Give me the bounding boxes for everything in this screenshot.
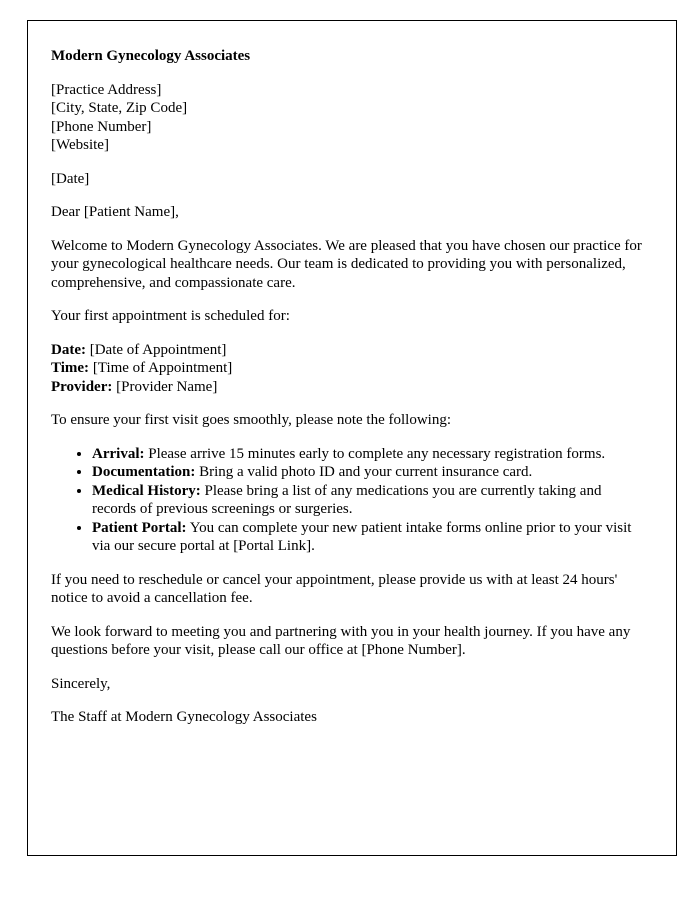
signature: The Staff at Modern Gynecology Associates [51,709,317,725]
appointment-date-value: [Date of Appointment] [85,341,227,358]
intro-paragraph: Welcome to Modern Gynecology Associates. We are pleased that you have chosen our practice for your gynecological healthcare needs. Our team is dedicated to providing you with personalized, comprehensive, and compassionate care. [51,237,642,291]
instruction-arrival [92,445,646,464]
instruction-documentation-text: Bring a valid photo ID and your current insurance card. [195,464,533,480]
appointment-provider-value: [Provider Name] [112,378,218,395]
appointment-date-label: Date: [51,341,86,358]
letter-page [27,20,677,856]
instruction-documentation [92,463,646,482]
appointment-time-value: [Time of Appointment] [89,360,233,376]
appointment-details-block [51,341,646,397]
reschedule-paragraph: If you need to reschedule or cancel your appointment, please provide us with at least 24 hours' notice to avoid a cancellation fee. [51,571,618,606]
instruction-medical-history-label: Medical History: [92,482,201,499]
instruction-arrival-label: Arrival: [92,445,145,462]
address-line-2: [City, State, Zip Code] [51,100,188,116]
appointment-date-line [51,341,646,360]
instructions-list [51,445,646,556]
instruction-patient-portal [92,519,646,556]
signoff: Sincerely, [51,675,111,692]
closing-paragraph: We look forward to meeting you and partnering with you in your health journey. If you have any questions before your visit, please call our office at [Phone Number]. [51,623,631,658]
practice-name: Modern Gynecology Associates [51,48,251,64]
instructions-lead: To ensure your first visit goes smoothly, please note the following: [51,412,451,428]
instruction-documentation-label: Documentation: [92,464,196,480]
address-line-3: [Phone Number] [51,118,152,135]
appointment-lead: Your first appointment is scheduled for: [51,308,290,324]
instruction-patient-portal-text: You can complete your new patient intake forms online prior to your visit via our secure portal at [Portal Link]. [92,519,632,554]
salutation: Dear [Patient Name], [51,204,179,220]
instruction-patient-portal-label: Patient Portal: [92,519,187,536]
letter-date: [Date] [51,170,90,187]
address-line-1: [Practice Address] [51,81,162,98]
appointment-provider-label: Provider: [51,378,113,395]
instruction-medical-history [92,482,646,519]
appointment-time-label: Time: [51,360,90,376]
practice-address-block [51,81,646,155]
appointment-time-line [51,359,646,378]
appointment-provider-line [51,378,646,397]
instruction-arrival-text: Please arrive 15 minutes early to complete any necessary registration forms. [144,445,606,462]
instruction-medical-history-text: Please bring a list of any medications you are currently taking and records of previous screenings or surgeries. [92,482,602,517]
address-line-4: [Website] [51,137,109,153]
